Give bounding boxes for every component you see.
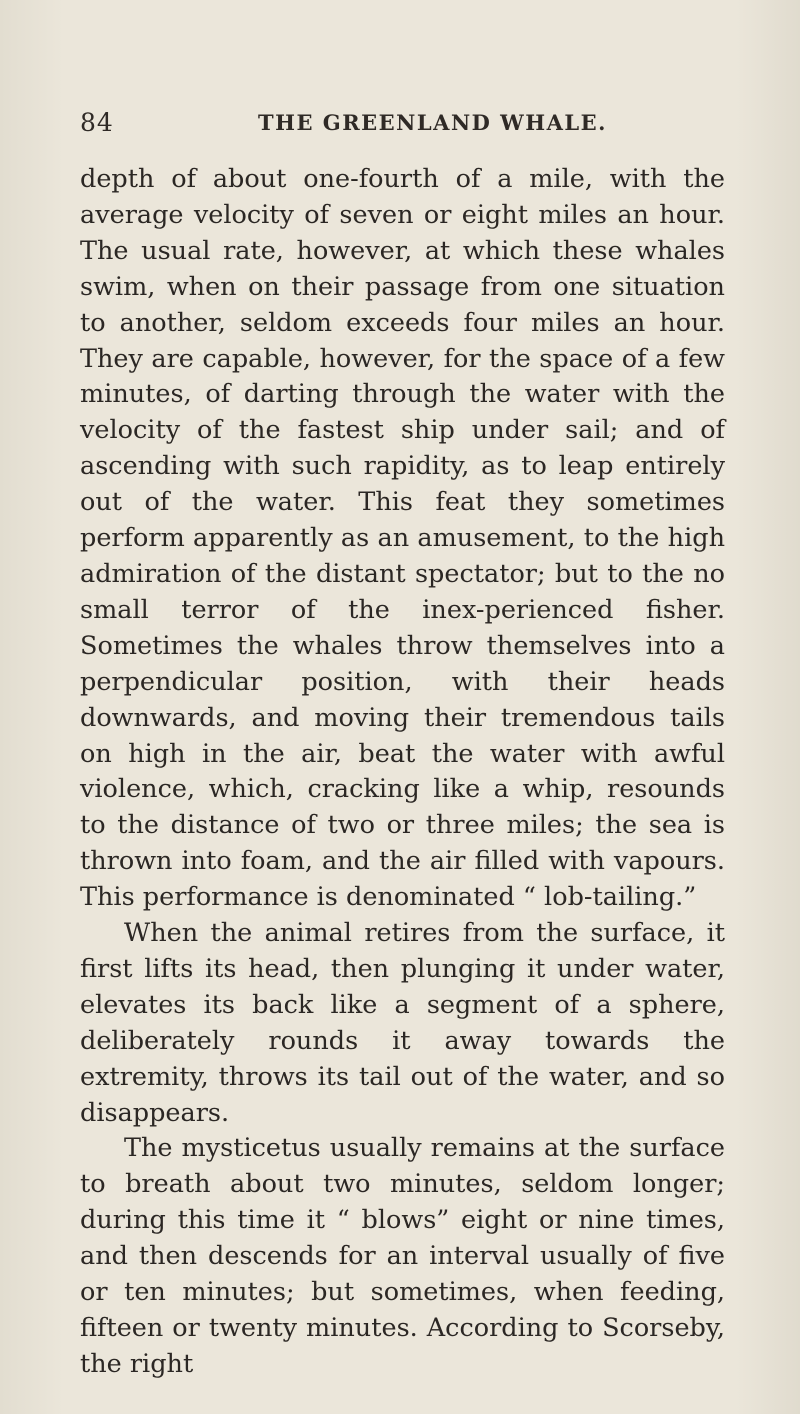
paragraph-3: The mysticetus usually remains at the surface to breath about two minutes, seldom longer; during this time it “ blows” eight or nine times, and then descends for an interval usually of five or ten minutes; but sometimes, when feeding, fifteen or twenty minutes. According to Scorseby, the right <box>80 1133 725 1379</box>
page-number: 84 <box>80 108 114 137</box>
paragraph-1: depth of about one-fourth of a mile, with the average velocity of seven or eight miles an hour. The usual rate, however, at which these whales swim, when on their passage from one situation to another, seldom exceeds four miles an hour. They are capable, however, for the space of a few minutes, of darting through the water with the velocity of the fastest ship under sail; and of ascending with such rapidity, as to leap entirely out of the water. This feat they sometimes perform apparently as an amusement, to the high admiration of the distant spectator; but to the no small terror of the inex-perienced fisher. Sometimes the whales throw themselves into a perpendicular position, with their heads downwards, and moving their tremendous tails on high in the air, beat the water with awful violence, which, cracking like a whip, resounds to the distance of two or three miles; the sea is thrown into foam, and the air filled with vapours. This performance is denominated “ lob-tailing.” <box>80 164 725 913</box>
body-text <box>80 162 725 1383</box>
running-head <box>80 108 720 138</box>
running-title: THE GREENLAND WHALE. <box>258 110 607 135</box>
paragraph-2: When the animal retires from the surface, it first lifts its head, then plunging it under water, elevates its back like a segment of a sphere, deliberately rounds it away towards the extremity, throws its tail out of the water, and so disappears. <box>80 918 725 1128</box>
